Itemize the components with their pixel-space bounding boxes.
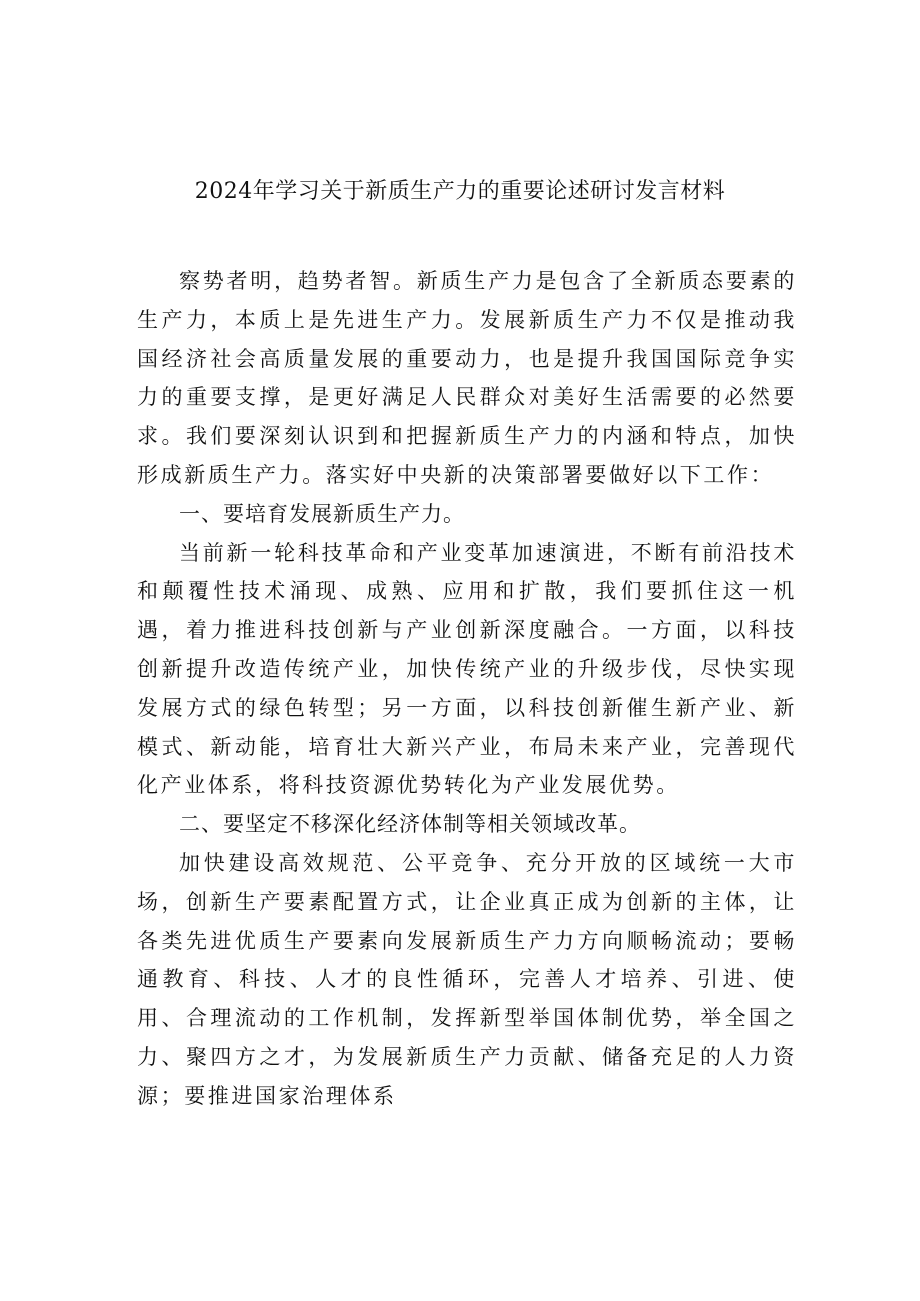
section-paragraph-1: 当前新一轮科技革命和产业变革加速演进，不断有前沿技术和颠覆性技术涌现、成熟、应用和扩散，我们要抓住这一机遇，着力推进科技创新与产业创新深度融合。一方面，以科技创新提升改造传统产业，加快传统产业的升级步伐，尽快实现发展方式的绿色转型；另一方面，以科技创新催生新产业、新模式、新动能，培育壮大新兴产业，布局未来产业，完善现代化产业体系，将科技资源优势转化为产业发展优势。 <box>137 540 797 798</box>
section-heading-2: 二、要坚定不移深化经济体制等相关领域改革。 <box>179 812 641 837</box>
section-heading-1: 一、要培育发展新质生产力。 <box>179 501 465 526</box>
intro-paragraph: 察势者明，趋势者智。新质生产力是包含了全新质态要素的生产力，本质上是先进生产力。发展新质生产力不仅是推动我国经济社会高质量发展的重要动力，也是提升我国国际竞争实力的重要支撑，是更好满足人民群众对美好生活需要的必然要求。我们要深刻认识到和把握新质生产力的内涵和特点，加快形成新质生产力。落实好中央新的决策部署要做好以下工作： <box>137 269 797 487</box>
document-body <box>137 262 797 1116</box>
section-paragraph-2: 加快建设高效规范、公平竞争、充分开放的区域统一大市场，创新生产要素配置方式，让企业真正成为创新的主体，让各类先进优质生产要素向发展新质生产力方向顺畅流动；要畅通教育、科技、人才的良性循环，完善人才培养、引进、使用、合理流动的工作机制，发挥新型举国体制优势，举全国之力、聚四方之才，为发展新质生产力贡献、储备充足的人力资源；要推进国家治理体系 <box>137 850 797 1108</box>
document-title: 2024年学习关于新质生产力的重要论述研讨发言材料 <box>194 179 726 204</box>
